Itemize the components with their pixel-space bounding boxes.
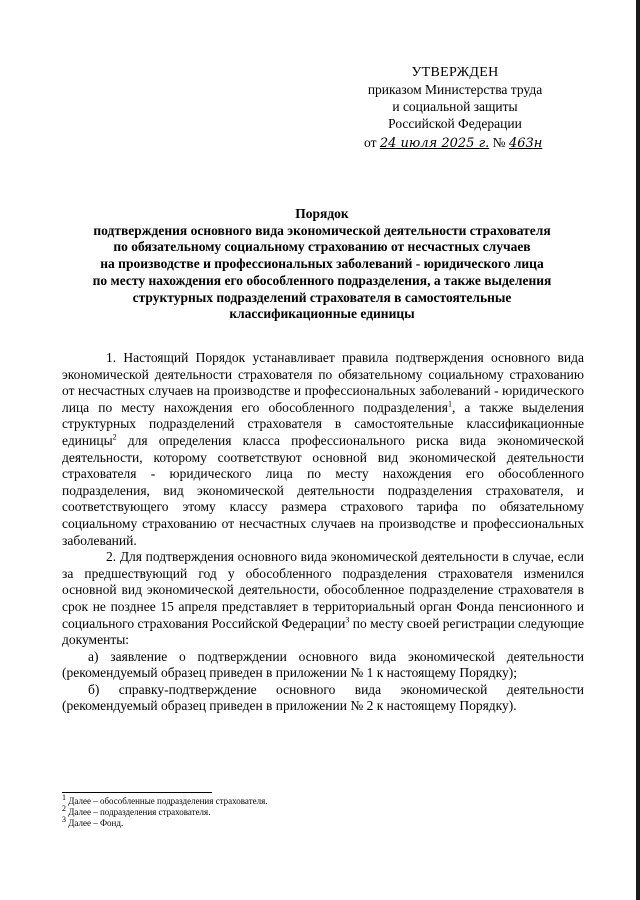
scan-edge	[636, 0, 640, 900]
list-item-b: б) справку-подтверждение основного вида экономической деятельности (рекомендуемый образец приведен в приложении № 2 к настоящему Порядку).	[62, 681, 584, 714]
order-date-number	[350, 134, 560, 152]
footnote-1-text: Далее – обособленные подразделения страхователя.	[66, 796, 268, 806]
title-line-6: структурных подразделений страхователя в самостоятельные	[132, 289, 512, 305]
paragraph-2-part-a: 2. Для подтверждения основного вида экономической деятельности в случае, если за предшествующий год у обособленного подразделения страхователя изменился основной вид экономической деятельности, обособленное подразделение страхователя в срок не позднее 15 апреля представляет в территориальный орган Фонда пенсионного и социального страхования Российской Федерации	[62, 549, 584, 631]
footnote-2-mark: 2	[62, 804, 66, 813]
approval-line-1: приказом Министерства труда	[367, 82, 543, 97]
footnote-1-mark: 1	[62, 793, 66, 802]
footnote-separator	[62, 792, 212, 793]
footnote-3-text: Далее – Фонд.	[66, 818, 124, 828]
title-line-7: классификационные единицы	[229, 306, 415, 322]
paragraph-1-part-c: для определения класса профессионального риска вида экономической деятельности, которому соответствуют основной вид экономической деятельности страхователя - юридического лица по месту нахождения его обособленного подразделения, вид экономической деятельности подразделения страхователя, и соответствующего этому классу размера страхового тарифа по обязательному социальному страхованию от несчастных случаев на производстве и профессиональных заболеваний.	[62, 432, 584, 548]
footnote-ref-3: 3	[345, 615, 350, 624]
footnote-1	[62, 793, 362, 807]
handwritten-date: 24 июля 2025 г.	[379, 136, 490, 151]
document-title	[62, 206, 582, 323]
footnote-ref-1: 1	[447, 399, 452, 409]
approval-stamp	[350, 64, 560, 152]
document-body	[62, 350, 584, 715]
title-line-3: по обязательному социальному страхованию от несчастных случаев	[113, 239, 531, 255]
paragraph-2-part-b: по месту своей регистрации следующие документы:	[62, 615, 584, 648]
approval-line-3: Российской Федерации	[388, 116, 522, 131]
footnote-ref-2: 2	[112, 432, 117, 442]
number-label: №	[492, 135, 506, 150]
date-prefix: от	[364, 135, 377, 150]
paragraph-2	[62, 549, 584, 649]
paragraph-1-part-a: 1. Настоящий Порядок устанавливает правила подтверждения основного вида экономической деятельности страхователя по обязательному социальному страхованию от несчастных случаев на производстве и профессиональных заболеваний - юридического лица по месту нахождения его обособленного подразделения	[62, 350, 584, 415]
approval-line-2: и социальной защиты	[392, 99, 518, 114]
footnote-3-mark: 3	[62, 815, 66, 824]
title-line-5: по месту нахождения его обособленного подразделения, а также выделения	[92, 272, 552, 288]
paragraph-1-part-b: , а также выделения структурных подразделений страхователя в самостоятельные классификационные единицы	[62, 399, 584, 448]
title-line-2: подтверждения основного вида экономической деятельности страхователя	[93, 222, 551, 238]
list-item-a: а) заявление о подтверждении основного вида экономической деятельности (рекомендуемый образец приведен в приложении № 1 к настоящему Порядку);	[62, 648, 584, 681]
footnote-2-text: Далее – подразделения страхователя.	[66, 807, 211, 817]
title-line-1: Порядок	[295, 206, 349, 221]
footnotes	[62, 793, 362, 829]
footnote-3	[62, 815, 362, 829]
footnote-2	[62, 804, 362, 818]
handwritten-number: 463н	[508, 136, 543, 151]
approval-heading: УТВЕРЖДЕН	[411, 65, 499, 80]
title-line-4: на производстве и профессиональных заболеваний - юридического лица	[100, 256, 544, 272]
paragraph-1	[62, 350, 584, 549]
